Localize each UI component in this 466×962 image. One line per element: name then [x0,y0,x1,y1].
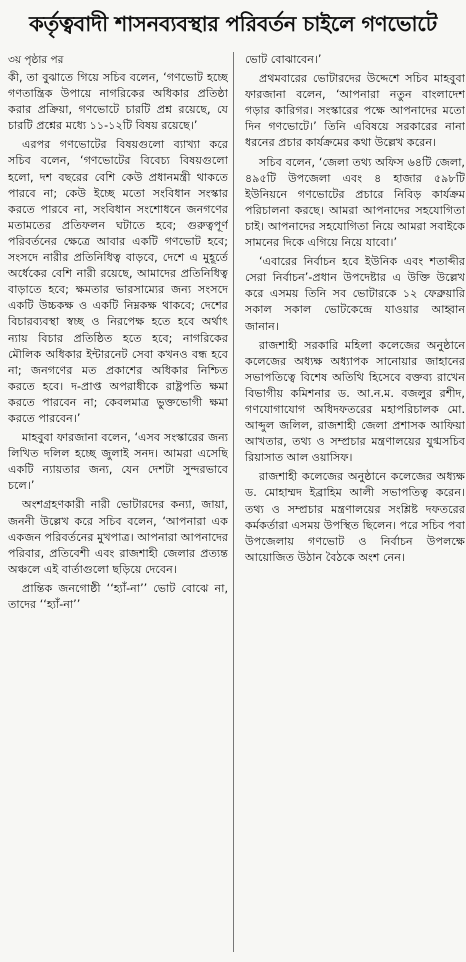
paragraph: সচিব বলেন, ‘জেলা তথ্য অফিস ৬৪টি জেলা, ৪৯৫টি উপজেলা এবং ৪ হাজার ৫৯৮টি ইউনিয়নে গণভোটের প্রচারে নিবিড় কার্যক্রম পরিচালনা করছে। আমরা আপনাদের সহযোগিতা চাই। আপনাদের সহযোগিতা নিয়ে আমরা সবাইকে সামনের দিকে এগিয়ে নিয়ে যাবো।’ [245,155,465,250]
headline: কর্তৃত্ববাদী শাসনব্যবস্থার পরিবর্তন চাইলে গণভোটে [29,12,437,36]
paragraph: প্রান্তিক জনগোষ্ঠী ‘‘হ্যাঁ-না’’ ভোট বোঝে না, তাদের ‘‘হ্যাঁ-না’’ [8,581,228,611]
paragraph: মাহবুবা ফারজানা বলেন, ‘এসব সংস্কারের জন্য লিখিত দলিল হচ্ছে জুলাই সনদ। আমরা এসেছি একটি ন্যায়তার জন্য, যেন দেশটা সুন্দরভাবে চলে।’ [8,431,228,493]
paragraph: প্রথমবারের ভোটারদের উদ্দেশে সচিব মাহবুবা ফারজানা বলেন, ‘আপনারা নতুন বাংলাদেশ গড়ার কারিগর। সংস্কারের পক্ষে আপনাদের মতো দিন গণভোটে।’ তিনি এবিষয়ে সরকারের নানা ধরনের প্রচার কার্যক্রমের কথা উল্লেখ করেন। [245,72,465,150]
paragraph: কী, তা বুঝাতে গিয়ে সচিব বলেন, ‘গণভোট হচ্ছে গণতান্ত্রিক উপায়ে নাগরিকের অধিকার প্রতিষ্ঠা করার প্রক্রিয়া, গণভোটে চারটি প্রশ্ন রয়েছে, যে চারটি প্রশ্নের মধ্যে ১১-১২টি বিষয় রয়েছে।’ [8,71,228,133]
left-column [8,52,228,956]
paragraph: ভোট বোঝাবেন।’ [245,53,322,66]
continued-from-label: ৩য় পৃষ্ঠার পর [8,54,64,66]
paragraph: রাজশাহী সরকারি মহিলা কলেজের অনুষ্ঠানে কলেজের অধ্যক্ষ অধ্যাপক সানোয়ার জাহানের সভাপতিত্বে বিশেষ অতিথি হিসেবে বক্তব্য রাখেন বিভাগীয় কমিশনার ড. আ.ন.ম. বজলুর রশীদ, গণযোগাযোগ অধিদফতরের মহাপরিচালক মো. আব্দুল জলিল, রাজশাহী জেলা প্রশাসক আফিয়া আখতার, তথ্য ও সম্প্রচার মন্ত্রণালয়ের যুগ্মসচিব রিয়াসাত আল ওয়াসিফ। [245,338,465,465]
right-column [245,52,465,956]
paragraph: অংশগ্রহণকারী নারী ভোটারদের কন্যা, জায়া, জননী উল্লেখ করে সচিব বলেন, ‘আপনারা এক একজন পরিবর্তনের মুখপাত্র। আপনারা আপনাদের পরিবার, প্রতিবেশী এবং রাজশাহী জেলার প্রত্যন্ত অঞ্চলে এই বার্তাগুলো ছড়িয়ে দেবেন। [8,498,228,576]
paragraph: ‘এবারের নির্বাচন হবে ইউনিক এবং শতাব্দীর সেরা নির্বাচন’-প্রধান উপদেষ্টার এ উক্তি উল্লেখ করে এসময় তিনি সব ভোটারকে ১২ ফেব্রুয়ারি সকাল সকাল ভোটকেন্দ্রে যাওয়ার আহ্বান জানান। [245,255,465,333]
column-divider [233,52,234,952]
paragraph: রাজশাহী কলেজের অনুষ্ঠানে কলেজের অধ্যক্ষ ড. মোহাম্মদ ইব্রাহিম আলী সভাপতিত্ব করেন। তথ্য ও সম্প্রচার মন্ত্রণালয়ের সংশ্লিষ্ট দফতরের কর্মকর্তারা এসময় উপস্থিত ছিলেন। পরে সচিব পবা উপজেলায় গণভোট ও নির্বাচন উপলক্ষে আয়োজিত উঠান বৈঠকে অংশ নেন। [245,470,465,564]
paragraph: এরপর গণভোটের বিষয়গুলো ব্যাখ্যা করে সচিব বলেন, ‘গণভোটের বিবেচ্য বিষয়গুলো হলো, দশ বছরের বেশি কেউ প্রধানমন্ত্রী থাকতে পারবে না; কেউ ইচ্ছে মতো সংবিধান সংস্কার করতে পারবে না, সংবিধান সংশোধনে জনগণের মতামতের প্রতিফলন ঘটাতে হবে; গুরুত্বপূর্ণ পরিবর্তনের ক্ষেত্রে আবার একটি গণভোট হবে; সংসদে নারীর প্রতিনিধিত্ব বাড়বে, দেশে এ মুহূর্তে অর্ধেকের বেশি নারী রয়েছে, আমাদের প্রতিনিধিত্ব বাড়াতে হবে; ক্ষমতার ভারসাম্যের জন্য সংসদে একটি উচ্চকক্ষ ও একটি নিম্নকক্ষ থাকবে; দেশের বিচারব্যবস্থা স্বচ্ছ ও নিরপেক্ষ হতে হবে অর্থাৎ ন্যায় বিচার প্রতিষ্ঠিত হতে হবে; নাগরিকের মৌলিক অধিকার ইন্টারনেট সেবা কখনও বন্ধ হবে না; জনগণের মত প্রকাশের অধিকার নিশ্চিত করতে হবে। দ-প্রাপ্ত অপরাধীকে রাষ্ট্রপতি ক্ষমা করতে পারবেন না; কেবলমাত্র ভুক্তভোগী ক্ষমা করতে পারবেন।’ [8,138,228,425]
